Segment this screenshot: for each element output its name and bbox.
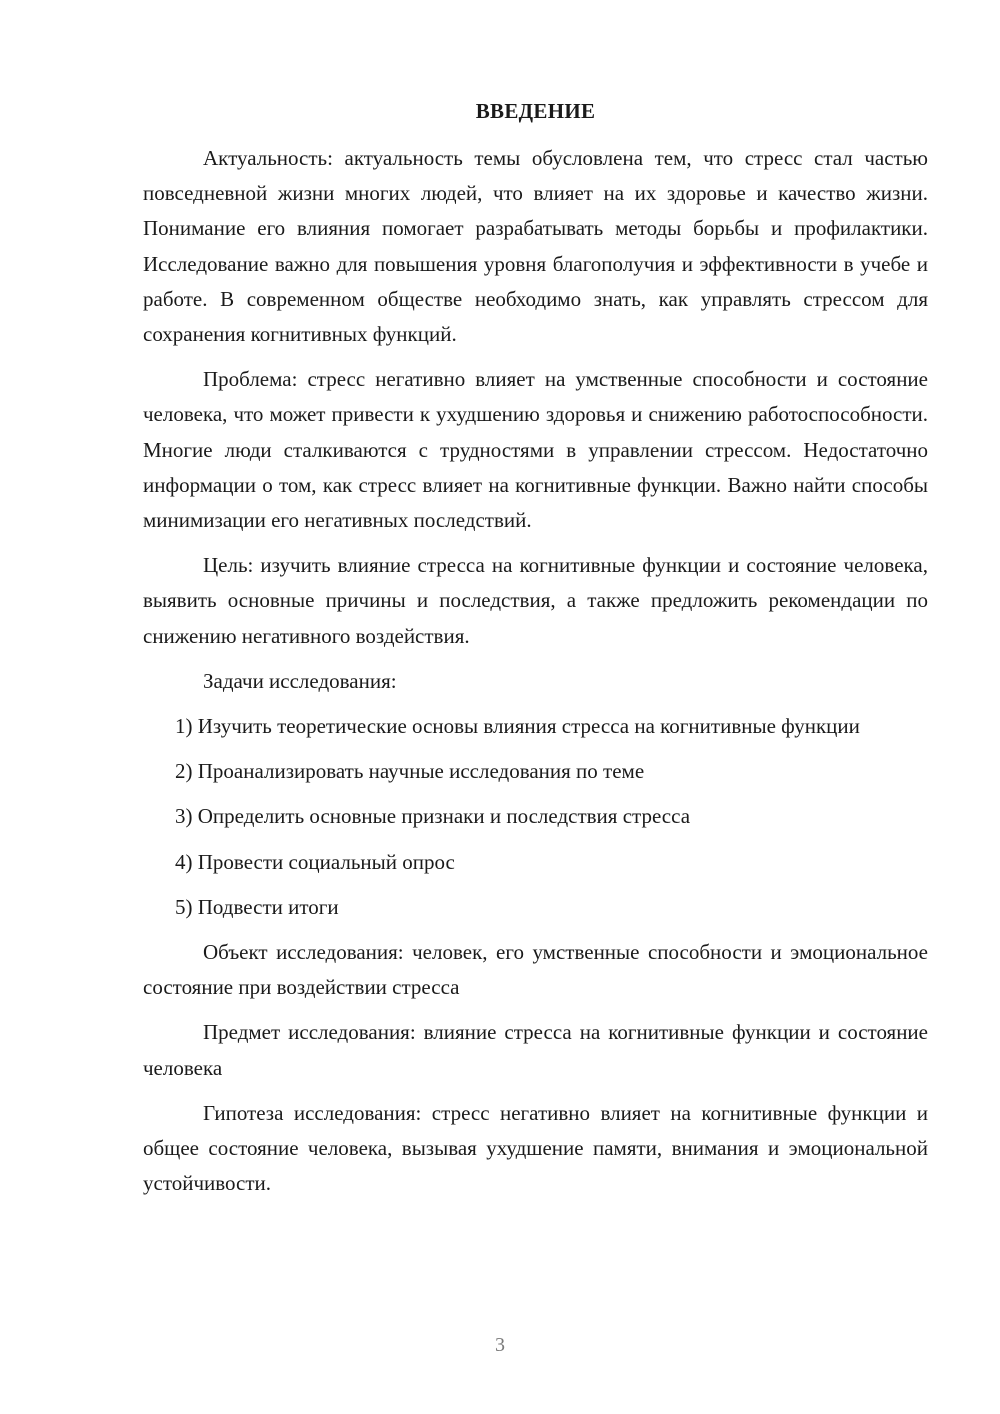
goal-paragraph: Цель: изучить влияние стресса на когнитивные функции и состояние человека, выявить основные причины и последствия, а также предложить рекомендации по снижению негативного воздействия. bbox=[143, 553, 928, 648]
list-item: 3) Определить основные признаки и последствия стресса bbox=[175, 804, 691, 829]
hypothesis-paragraph: Гипотеза исследования: стресс негативно влияет на когнитивные функции и общее состояние человека, вызывая ухудшение памяти, внимания и эмоциональной устойчивости. bbox=[143, 1100, 928, 1196]
list-item: 1) Изучить теоретические основы влияния стресса на когнитивные функции bbox=[175, 714, 860, 739]
object-paragraph: Объект исследования: человек, его умственные способности и эмоциональное состояние при воздействии стресса bbox=[143, 940, 928, 1000]
list-item: 2) Проанализировать научные исследования по теме bbox=[175, 759, 645, 784]
problem-paragraph: Проблема: стресс негативно влияет на умственные способности и состояние человека, что может привести к ухудшению здоровья и снижению работоспособности. Многие люди сталкиваются с трудностями в управлении стрессом. Недостаточно информации о том, как стресс влияет на когнитивные функции. Важно найти способы минимизации его негативных последствий. bbox=[143, 367, 928, 533]
tasks-heading: Задачи исследования: bbox=[203, 668, 397, 693]
page-number: 3 bbox=[495, 1334, 505, 1356]
list-item: 5) Подвести итоги bbox=[175, 894, 339, 919]
relevance-paragraph: Актуальность: актуальность темы обусловлена тем, что стресс стал частью повседневной жизни многих людей, что влияет на их здоровье и качество жизни. Понимание его влияния помогает разрабатывать методы борьбы и профилактики. Исследование важно для повышения уровня благополучия и эффективности в учебе и работе. В современном обществе необходимо знать, как управлять стрессом для сохранения когнитивных функций. bbox=[143, 146, 928, 347]
subject-paragraph: Предмет исследования: влияние стресса на когнитивные функции и состояние человека bbox=[143, 1020, 928, 1080]
list-item: 4) Провести социальный опрос bbox=[175, 849, 455, 874]
tasks-list bbox=[143, 709, 928, 925]
section-title: ВВЕДЕНИЕ bbox=[475, 99, 596, 123]
page-content bbox=[143, 95, 928, 1201]
